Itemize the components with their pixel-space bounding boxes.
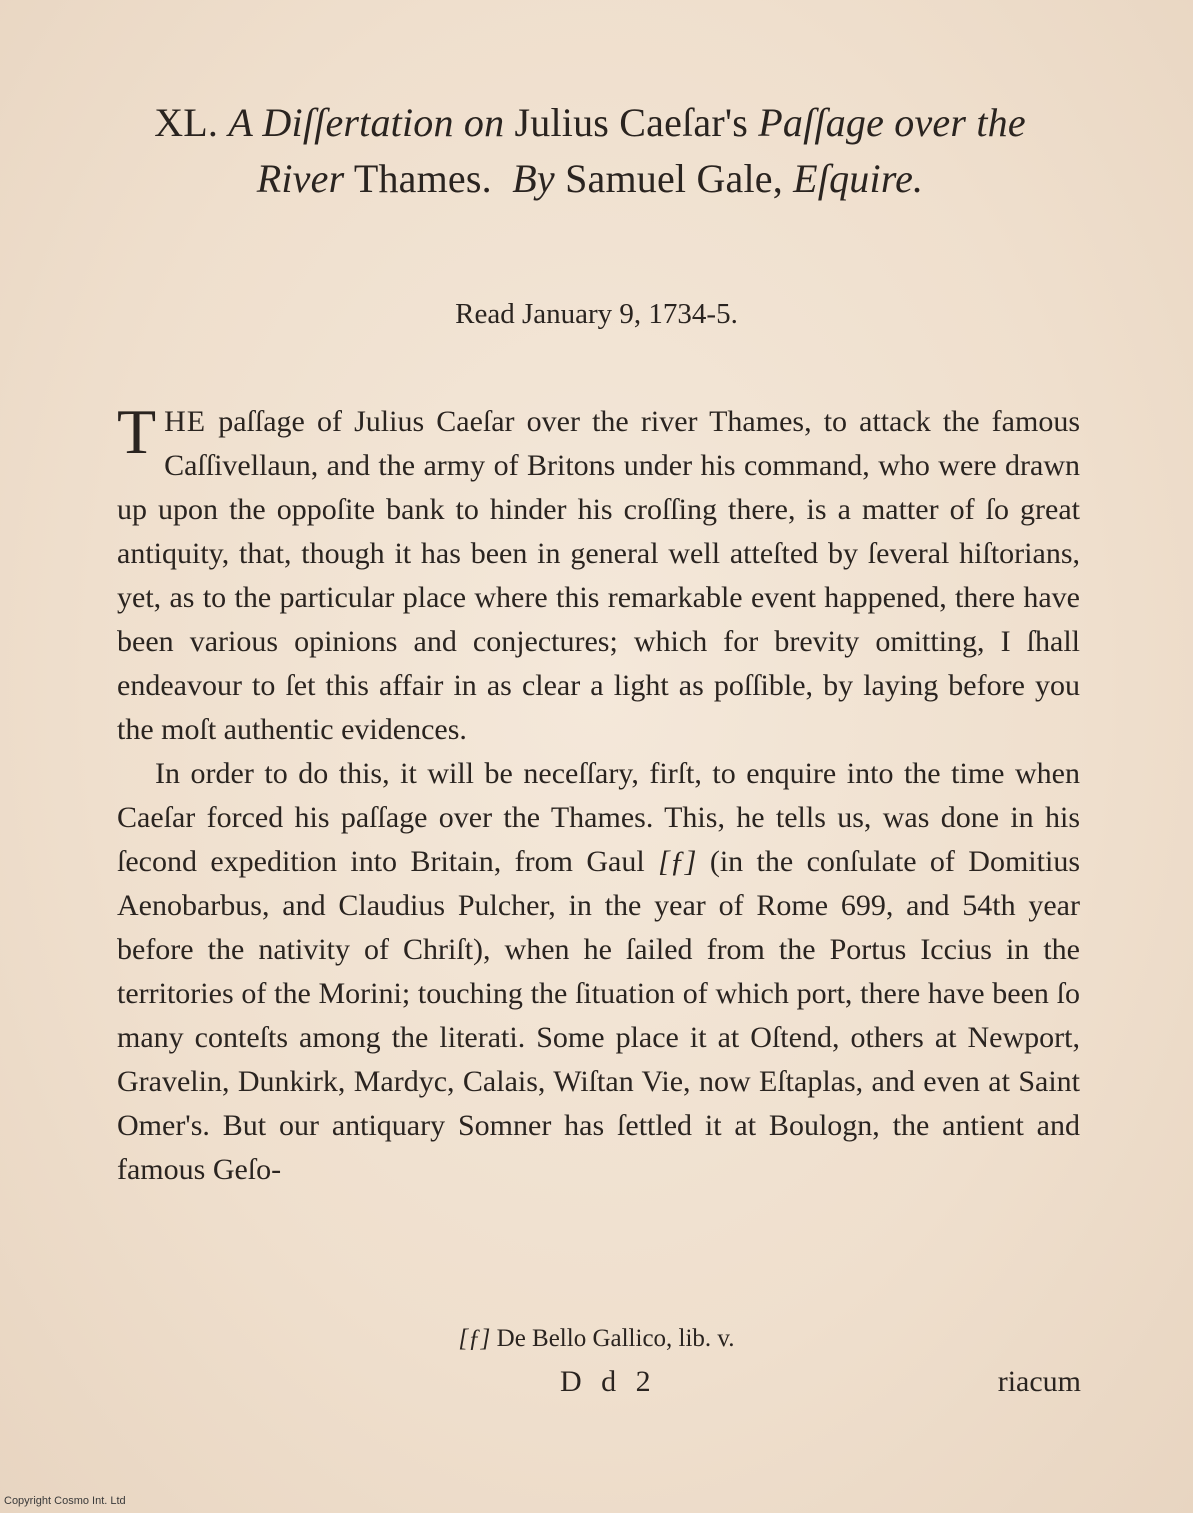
footnote-text: De Bello Gallico, lib. v. — [496, 1325, 735, 1352]
title-italic-2: Paſſage over the — [758, 100, 1026, 145]
signature-mark: D d 2 — [560, 1365, 657, 1398]
copyright-notice: Copyright Cosmo Int. Ltd — [4, 1495, 126, 1507]
title-roman-2: Thames. — [353, 156, 492, 201]
footnote-mark: [ƒ] — [458, 1325, 491, 1352]
title-italic-5: Eſquire. — [793, 156, 924, 201]
title-italic-1: A Diſſertation on — [228, 100, 505, 145]
opening-small-caps: HE — [164, 405, 207, 438]
drop-cap: T — [117, 396, 157, 467]
title-author: Samuel Gale, — [565, 156, 783, 201]
article-title — [100, 95, 1080, 207]
title-italic-4: By — [512, 156, 555, 201]
paragraph-2 — [117, 752, 1080, 1192]
paragraph-1-text: paſſage of Julius Caeſar over the river Thames, to attack the famous Caſſivellaun, and the army of Britons under his command, who were drawn up upon the oppoſite bank to hinder his croſſing there, is a matter of ſo great antiquity, that, though it has been in general well atteſted by ſeveral hiſtorians, yet, as to the particular place where this remarkable event happened, there have been various opinions and conjectures; which for brevity omitting, I ſhall endeavour to ſet this affair in as clear a light as poſſible, by laying before you the moſt authentic evidences. — [117, 405, 1081, 746]
title-roman-1: Julius Caeſar's — [514, 100, 749, 145]
title-italic-3: River — [256, 156, 345, 201]
paragraph-1 — [117, 396, 1081, 752]
catchword: riacum — [997, 1365, 1081, 1398]
footnote-reference: [ƒ] — [658, 845, 697, 878]
read-date-line: Read January 9, 1734-5. — [455, 298, 738, 330]
footnote — [0, 1322, 1193, 1356]
article-number: XL. — [154, 100, 219, 145]
paragraph-2-text-b: (in the conſulate of Domitius Aenobarbus, and Claudius Pulcher, in the year of Rome 699, and 54th year before the nativity of Chriſt), when he ſailed from the Portus Iccius in the territories of the Morini; touching the ſituation of which port, there have been ſo many conteſts among the literati. Some place it at Oſtend, others at Newport, Gravelin, Dunkirk, Mardyc, Calais, Wiſtan Vie, now Eſtaplas, and even at Saint Omer's. But our antiquary Somner has ſettled it at Boulogn, the antient and famous Geſo- — [117, 845, 1080, 1186]
paragraph-2-text-a: In order to do this, it will be neceſſary, firſt, to enquire into the time when Caeſar forced his paſſage over the Thames. This, he tells us, was done in his ſecond expedition into Britain, from Gaul — [117, 757, 1080, 878]
article-body — [117, 396, 1081, 1192]
